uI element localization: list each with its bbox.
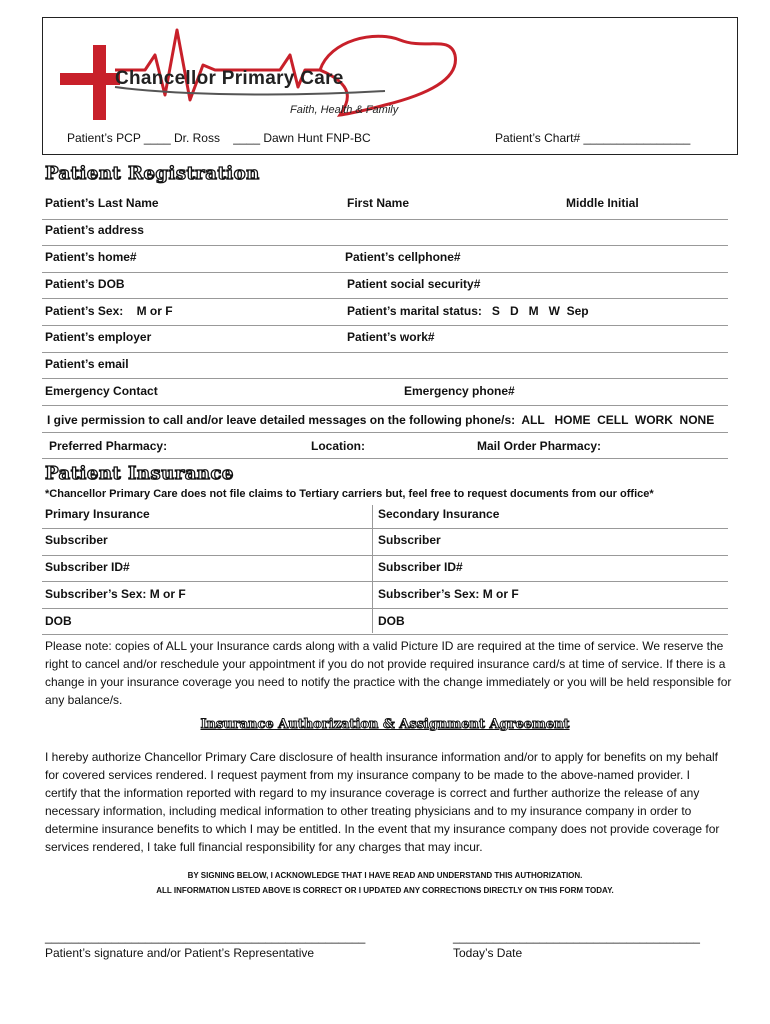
acknowledgement-line-2: ALL INFORMATION LISTED ABOVE IS CORRECT OR I UPDATED ANY CORRECTIONS DIRECTLY ON THIS FORM TODAY. [156,886,614,895]
pharmacy-label: Preferred Pharmacy: [49,439,168,453]
dob-field[interactable] [42,298,728,299]
authorization-title: Insurance Authorization & Assignment Agreement [200,717,570,732]
employer-label: Patient’s employer [45,330,152,344]
pcp-line[interactable]: Patient’s PCP ____ Dr. Ross ____ Dawn Hunt FNP-BC [67,131,371,145]
last-name-label: Patient’s Last Name [45,196,159,210]
work-phone-label: Patient’s work# [347,330,435,344]
secondary-subscriber-label: Subscriber [378,533,441,547]
pharmacy-field[interactable] [42,458,728,459]
marital-status-label[interactable]: Patient’s marital status: S D M W Sep [347,304,589,318]
secondary-insurance-label: Secondary Insurance [378,507,500,521]
phone-permission-label[interactable]: I give permission to call and/or leave detailed messages on the following phone/s: ALL HOME CELL WORK NONE [47,413,715,427]
mail-order-label: Mail Order Pharmacy: [477,439,602,453]
employer-field[interactable] [42,352,728,353]
address-label: Patient’s address [45,223,144,237]
cellphone-label: Patient’s cellphone# [345,250,461,264]
location-label: Location: [311,439,365,453]
date-label: Today’s Date [453,946,523,960]
insurance-divider [372,505,373,633]
subscriber-id-field[interactable] [42,581,728,582]
sex-label[interactable]: Patient’s Sex: M or F [45,304,173,318]
primary-subscriber-label: Subscriber [45,533,108,547]
permission-field[interactable] [42,432,728,433]
address-field[interactable] [42,245,728,246]
insurance-card-notice: Please note: copies of ALL your Insurance cards along with a valid Picture ID are required at the time of service. We reserve the right to cancel and/or reschedule your appointment if you do not provide required insurance card/s at time of service. If there is a change in your insurance coverage you need to notify the practice with the change immediately or you will be held responsible for any balance/s. [45,639,732,707]
subscriber-sex-field[interactable] [42,608,728,609]
dob-label: Patient’s DOB [45,277,125,291]
logo-tagline: Faith, Health & Family [290,104,399,116]
secondary-subscriber-id-label: Subscriber ID# [378,560,463,574]
home-phone-label: Patient’s home# [45,250,137,264]
insurance-title: Patient Insurance [45,463,234,484]
emergency-phone-label: Emergency phone# [404,384,515,398]
emergency-field[interactable] [42,405,728,406]
secondary-subscriber-sex-label[interactable]: Subscriber’s Sex: M or F [378,587,519,601]
emergency-contact-label: Emergency Contact [45,384,158,398]
chart-number-field[interactable]: Patient’s Chart# ________________ [495,131,691,145]
primary-subscriber-sex-label[interactable]: Subscriber’s Sex: M or F [45,587,186,601]
insurance-field[interactable] [42,528,728,529]
email-field[interactable] [42,378,728,379]
authorization-body: I hereby authorize Chancellor Primary Care disclosure of health insurance information and/or to apply for benefits on my behalf for covered services rendered. I request payment from my insurance company to be made to the above-named provider. I certify that the information reported with regard to my insurance coverage is correct and further authorize the release of any necessary information, including medical information to other treating physicians and to my insurance company in order to determine insurance benefits to which I may be entitled. In the event that my insurance company does not provide coverage for services rendered, I take full financial responsibility for any charges that may incur. [45,750,720,854]
first-name-label: First Name [347,196,410,210]
tertiary-note: *Chancellor Primary Care does not file claims to Tertiary carriers but, feel free to request documents from our office* [45,488,654,500]
signature-label: Patient’s signature and/or Patient’s Representative [45,946,315,960]
signature-line[interactable]: ________________________________________________ [45,930,366,944]
phone-field[interactable] [42,272,728,273]
primary-insurance-label: Primary Insurance [45,507,150,521]
middle-initial-label: Middle Initial [566,196,639,210]
primary-subscriber-id-label: Subscriber ID# [45,560,130,574]
logo-name: Chancellor Primary Care [115,68,344,89]
primary-dob-label: DOB [45,614,72,628]
acknowledgement-line-1: BY SIGNING BELOW, I ACKNOWLEDGE THAT I HAVE READ AND UNDERSTAND THIS AUTHORIZATION. [187,871,583,880]
dob-field[interactable] [42,634,728,635]
registration-title: Patient Registration [45,163,260,184]
secondary-dob-label: DOB [378,614,405,628]
subscriber-field[interactable] [42,555,728,556]
email-label: Patient’s email [45,357,129,371]
last-name-field[interactable] [42,219,728,220]
date-line[interactable]: _____________________________________ [453,930,700,944]
sex-field[interactable] [42,325,728,326]
ssn-label: Patient social security# [347,277,481,291]
